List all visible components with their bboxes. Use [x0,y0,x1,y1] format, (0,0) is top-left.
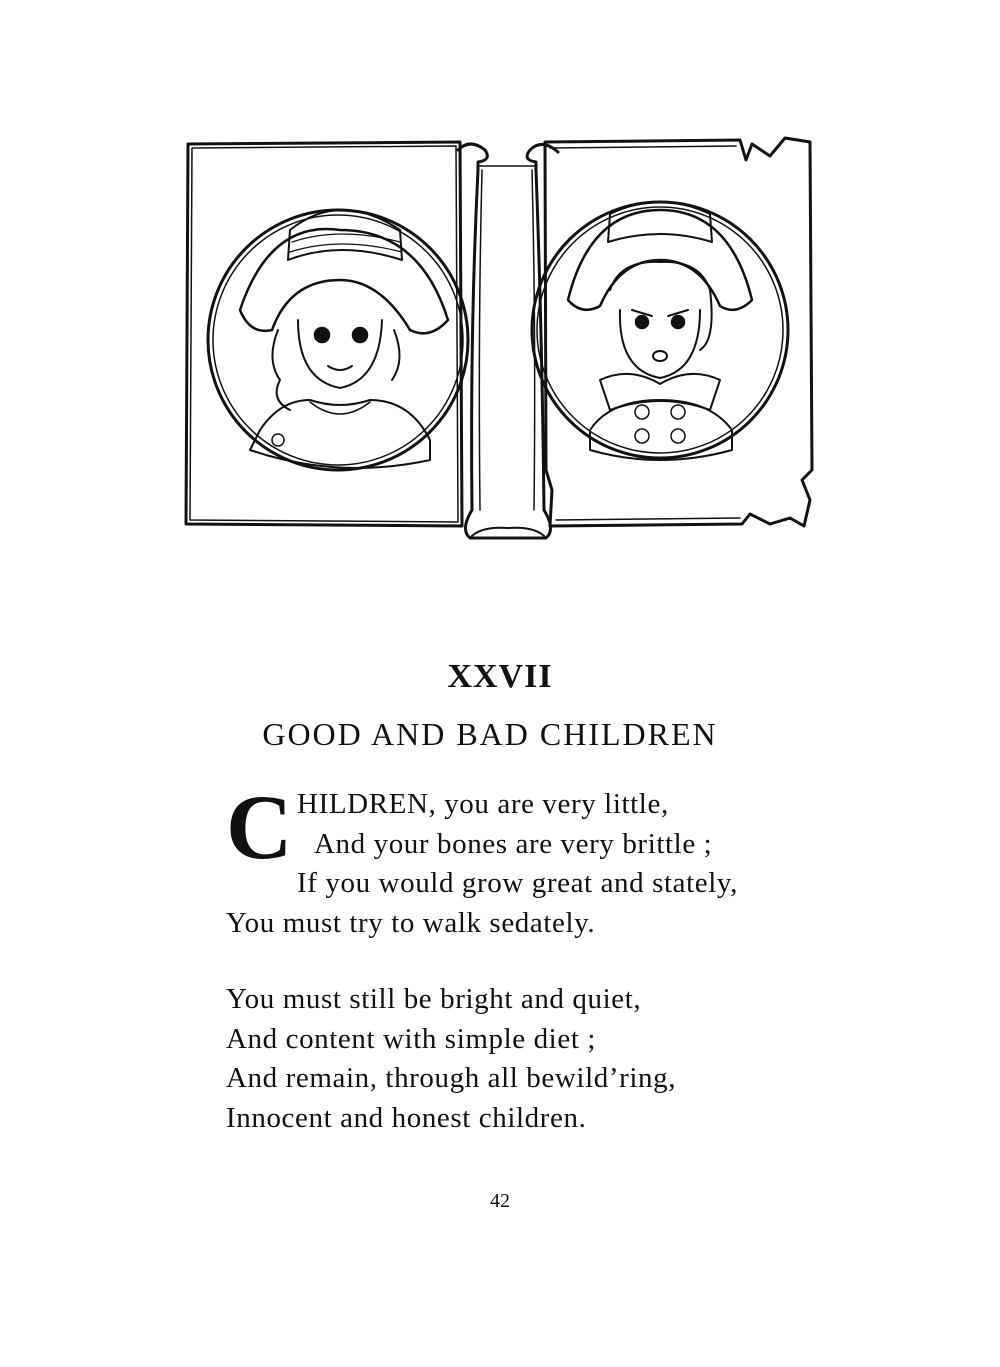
page-number: 42 [490,1190,510,1212]
children-portraits-illustration [180,130,820,550]
good-girl-portrait-icon [208,210,468,470]
poem-body [226,776,826,1138]
right-panel-frame [545,138,812,526]
poem-line: And remain, through all bewild’ring, [226,1062,677,1094]
stanza-1 [226,776,826,943]
poem-line [226,785,826,825]
chapter-number: XXVII [447,658,553,695]
stanza-2 [226,980,826,1138]
poem-line: You must still be bright and quiet, [226,983,642,1015]
poem-line: And your bones are very brittle ; [314,827,713,860]
poem-line-text: HILDREN, you are very little, [297,788,669,820]
bad-boy-portrait-icon [532,202,788,460]
poem-title: GOOD AND BAD CHILDREN [262,716,718,752]
drop-cap: C [226,776,294,878]
poem-line: If you would grow great and stately, [297,867,738,899]
poem-line: And content with simple diet ; [226,1022,596,1055]
poem-line: You must try to walk sedately. [226,906,596,939]
poem-line: Innocent and honest children. [226,1101,587,1134]
scroll-initial-icon [458,144,558,538]
stanza-gap [226,943,826,980]
